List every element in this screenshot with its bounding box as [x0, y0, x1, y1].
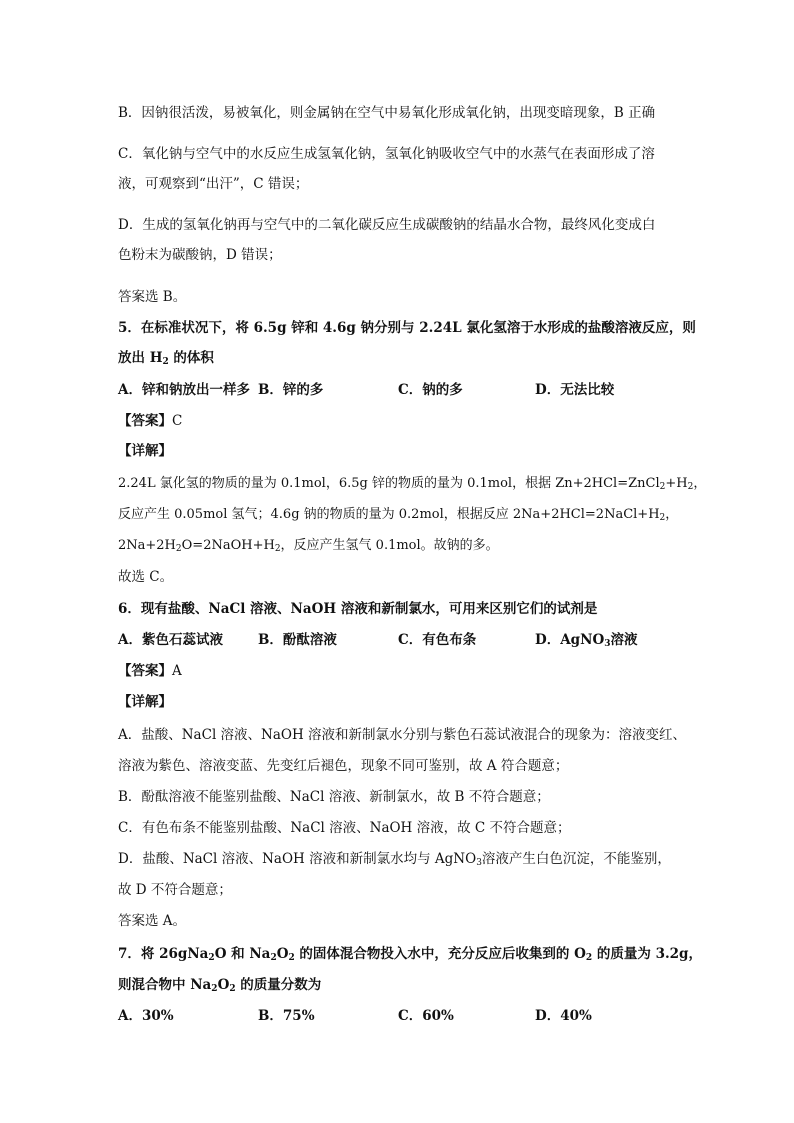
- q4-answer: 答案选 B。: [118, 289, 187, 305]
- q5-explain-line3: $2Na+2H_2O=2NaOH+H_2$，反应产生氢气 0.1mol。故钠的多。: [118, 538, 499, 554]
- q6-explain-b: B．酚酞溶液不能鉴别盐酸、NaCl 溶液、新制氯水，故 B 不符合题意；: [118, 789, 550, 805]
- q5-stem-line1: 5．在标准状况下，将 6.5g 锌和 4.6g 钠分别与 2.24L 氯化氢溶于水形成的盐酸溶液反应，则: [118, 320, 696, 336]
- q5-option-a: A．锌和钠放出一样多: [118, 382, 250, 398]
- q7-stem-line2: 则混合物中 $Na_2O_2$ 的质量分数为: [118, 977, 322, 994]
- q5-option-b: B．锌的多: [258, 382, 324, 398]
- q6-stem: 6．现有盐酸、NaCl 溶液、NaOH 溶液和新制氯水，可用来区别它们的试剂是: [118, 601, 598, 617]
- q7-option-d: D．40%: [535, 1008, 592, 1024]
- q6-conclusion: 答案选 A。: [118, 913, 187, 929]
- q4-explain-d-line1: D．生成的氢氧化钠再与空气中的二氧化碳反应生成碳酸钠的结晶水合物，最终风化变成白: [118, 217, 656, 233]
- q6-option-b: B．酚酞溶液: [258, 632, 337, 648]
- q5-option-d: D．无法比较: [535, 382, 615, 398]
- q6-answer: 【答案】A: [118, 663, 182, 679]
- q5-conclusion: 故选 C。: [118, 569, 174, 585]
- q4-explain-c-line1: C．氧化钠与空气中的水反应生成氢氧化钠，氢氧化钠吸收空气中的水蒸气在表面形成了溶: [118, 146, 655, 162]
- q6-option-d: D．AgNO$_3$溶液: [535, 632, 638, 649]
- q7-option-b: B．75%: [258, 1008, 315, 1024]
- q7-stem-line1: 7．将 26gNa$_2$O 和 $Na_2O_2$ 的固体混合物投入水中，充分反应后收集到的 $O_2$ 的质量为 3.2g，: [118, 946, 702, 963]
- q5-explain-line1: 2.24L 氯化氢的物质的量为 0.1mol，6.5g 锌的物质的量为 0.1mol，根据 $Zn+2HCl=ZnCl_2+H_2$，: [118, 476, 707, 492]
- q7-option-c: C．60%: [398, 1008, 454, 1024]
- q6-option-c: C．有色布条: [398, 632, 477, 648]
- q7-option-a: A．30%: [118, 1008, 174, 1024]
- q6-explain-a-line1: A．盐酸、NaCl 溶液、NaOH 溶液和新制氯水分别与紫色石蕊试液混合的现象为：溶液变红、: [118, 727, 687, 743]
- q6-explain-c: C．有色布条不能鉴别盐酸、NaCl 溶液、NaOH 溶液，故 C 不符合题意；: [118, 820, 571, 836]
- q6-option-a: A．紫色石蕊试液: [118, 632, 223, 648]
- q5-answer: 【答案】C: [118, 413, 183, 429]
- q6-detail-label: 【详解】: [118, 694, 172, 710]
- q5-option-c: C．钠的多: [398, 382, 463, 398]
- q4-explain-c-line2: 液，可观察到“出汗”，C 错误；: [118, 176, 309, 192]
- q4-explain-d-line2: 色粉末为碳酸钠，D 错误；: [118, 247, 282, 263]
- q6-explain-d-line1: D．盐酸、NaCl 溶液、NaOH 溶液和新制氯水均与 AgNO$_3$溶液产生白色沉淀，不能鉴别，: [118, 851, 671, 868]
- q6-explain-d-line2: 故 D 不符合题意；: [118, 882, 232, 898]
- q5-explain-line2: 反应产生 0.05mol 氢气；4.6g 钠的物质的量为 0.2mol，根据反应 $2Na+2HCl=2NaCl+H_2$，: [118, 507, 679, 523]
- q5-detail-label: 【详解】: [118, 443, 172, 459]
- q4-explain-b: B．因钠很活泼，易被氧化，则金属钠在空气中易氧化形成氧化钠，出现变暗现象，B 正确: [118, 105, 656, 121]
- q6-explain-a-line2: 溶液为紫色、溶液变蓝、先变红后褪色，现象不同可鉴别，故 A 符合题意；: [118, 758, 569, 774]
- q5-stem-line2: 放出 $H_2$ 的体积: [118, 350, 214, 367]
